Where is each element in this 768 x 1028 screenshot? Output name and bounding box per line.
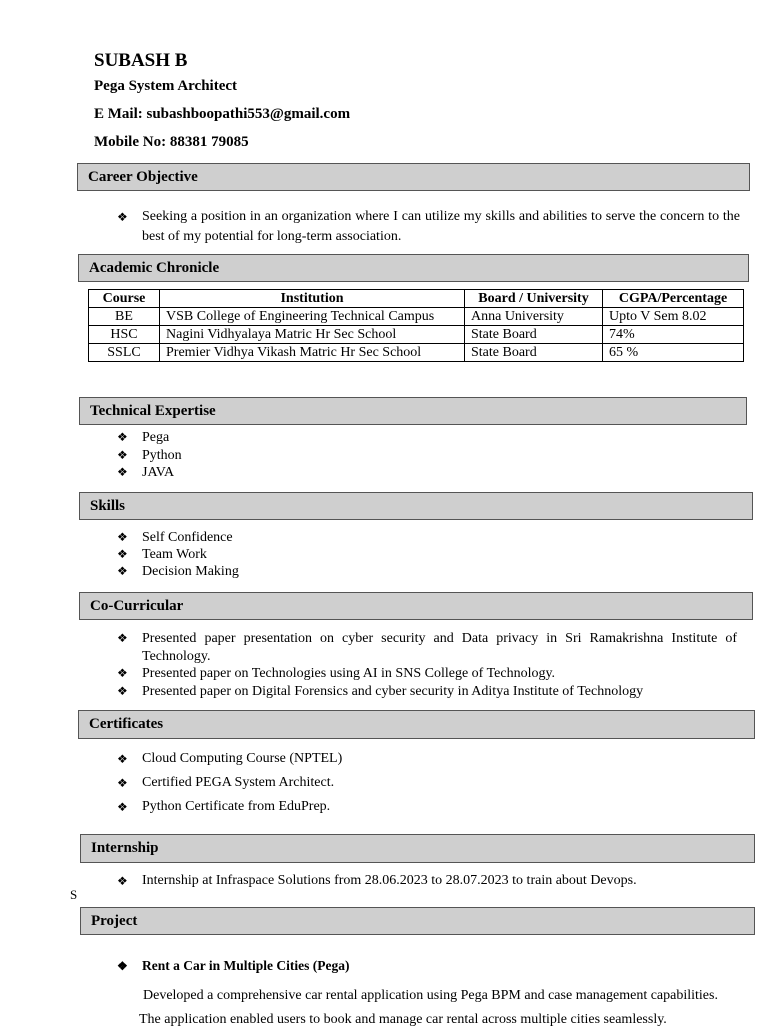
- stray-character: S: [70, 887, 78, 902]
- table-row: [89, 344, 744, 362]
- table-cell: 65 %: [603, 344, 744, 362]
- column-header: Board / University: [465, 290, 603, 308]
- section-internship: [80, 834, 755, 863]
- project-title: ❖ Rent a Car in Multiple Cities (Pega): [117, 957, 737, 975]
- table-row: [89, 326, 744, 344]
- skills-list: [117, 529, 737, 580]
- job-title: Pega System Architect: [94, 78, 238, 94]
- table-cell: State Board: [465, 326, 603, 344]
- column-header: Course: [89, 290, 160, 308]
- table-cell: VSB College of Engineering Technical Campus: [160, 308, 465, 326]
- section-title: Career Objective: [88, 168, 198, 185]
- section-title: Internship: [91, 840, 159, 856]
- project-description-line: The application enabled users to book and manage car rental across multiple cities seamlessly.: [139, 1012, 667, 1027]
- section-career-objective: [77, 163, 750, 191]
- list-item: ❖ Self Confidence: [117, 529, 737, 546]
- column-header: CGPA/Percentage: [603, 290, 744, 308]
- list-item: ❖ Presented paper presentation on cyber security and Data privacy in Sri Ramakrishna Institute of Technology.: [117, 630, 737, 665]
- certificates-list: [117, 747, 737, 819]
- section-title: Co-Curricular: [90, 597, 184, 614]
- list-item: ❖ Presented paper on Technologies using AI in SNS College of Technology.: [117, 665, 737, 683]
- table-cell: Upto V Sem 8.02: [603, 308, 744, 326]
- section-academic: [78, 254, 749, 282]
- list-item: ❖ Seeking a position in an organization where I can utilize my skills and abilities to serve the concern to the best of my potential for long-term association.: [117, 207, 740, 247]
- table-cell: BE: [89, 308, 160, 326]
- table-header-row: [89, 290, 744, 308]
- table-cell: 74%: [603, 326, 744, 344]
- section-project: [80, 907, 755, 935]
- table-cell: Nagini Vidhyalaya Matric Hr Sec School: [160, 326, 465, 344]
- list-item: ❖ Presented paper on Digital Forensics and cyber security in Aditya Institute of Technology: [117, 683, 737, 701]
- section-co-curricular: [79, 592, 753, 620]
- project-list: [117, 957, 737, 975]
- section-title: Certificates: [89, 716, 164, 732]
- technical-list: [117, 429, 737, 482]
- table-cell: Premier Vidhya Vikash Matric Hr Sec School: [160, 344, 465, 362]
- section-technical-expertise: [79, 397, 747, 425]
- section-title: Skills: [90, 497, 126, 514]
- section-skills: [79, 492, 753, 520]
- internship-list: [117, 872, 737, 890]
- co-curricular-list: [117, 630, 737, 700]
- list-item: ❖ JAVA: [117, 464, 737, 482]
- list-item: ❖ Python: [117, 447, 737, 465]
- table-cell: State Board: [465, 344, 603, 362]
- list-item: ❖ Pega: [117, 429, 737, 447]
- list-item: ❖ Decision Making: [117, 563, 737, 580]
- project-description-line: Developed a comprehensive car rental application using Pega BPM and case management capabilities.: [143, 988, 718, 1003]
- career-objective-list: [117, 207, 740, 247]
- section-certificates: [78, 710, 755, 739]
- mobile-line: Mobile No: 88381 79085: [94, 134, 249, 150]
- list-item: ❖ Certified PEGA System Architect.: [117, 771, 737, 795]
- table-cell: SSLC: [89, 344, 160, 362]
- email-line: E Mail: subashboopathi553@gmail.com: [94, 106, 351, 122]
- academic-table: [88, 289, 744, 362]
- list-item: ❖ Team Work: [117, 546, 737, 563]
- section-title: Technical Expertise: [90, 402, 216, 419]
- section-title: Academic Chronicle: [89, 259, 220, 276]
- table-cell: HSC: [89, 326, 160, 344]
- column-header: Institution: [160, 290, 465, 308]
- candidate-name: SUBASH B: [94, 50, 188, 71]
- list-item: ❖ Cloud Computing Course (NPTEL): [117, 747, 737, 771]
- list-item: ❖ Python Certificate from EduPrep.: [117, 795, 737, 819]
- table-row: [89, 308, 744, 326]
- table-cell: Anna University: [465, 308, 603, 326]
- section-title: Project: [91, 912, 138, 929]
- list-item: ❖ Internship at Infraspace Solutions from 28.06.2023 to 28.07.2023 to train about Devops.: [117, 872, 737, 890]
